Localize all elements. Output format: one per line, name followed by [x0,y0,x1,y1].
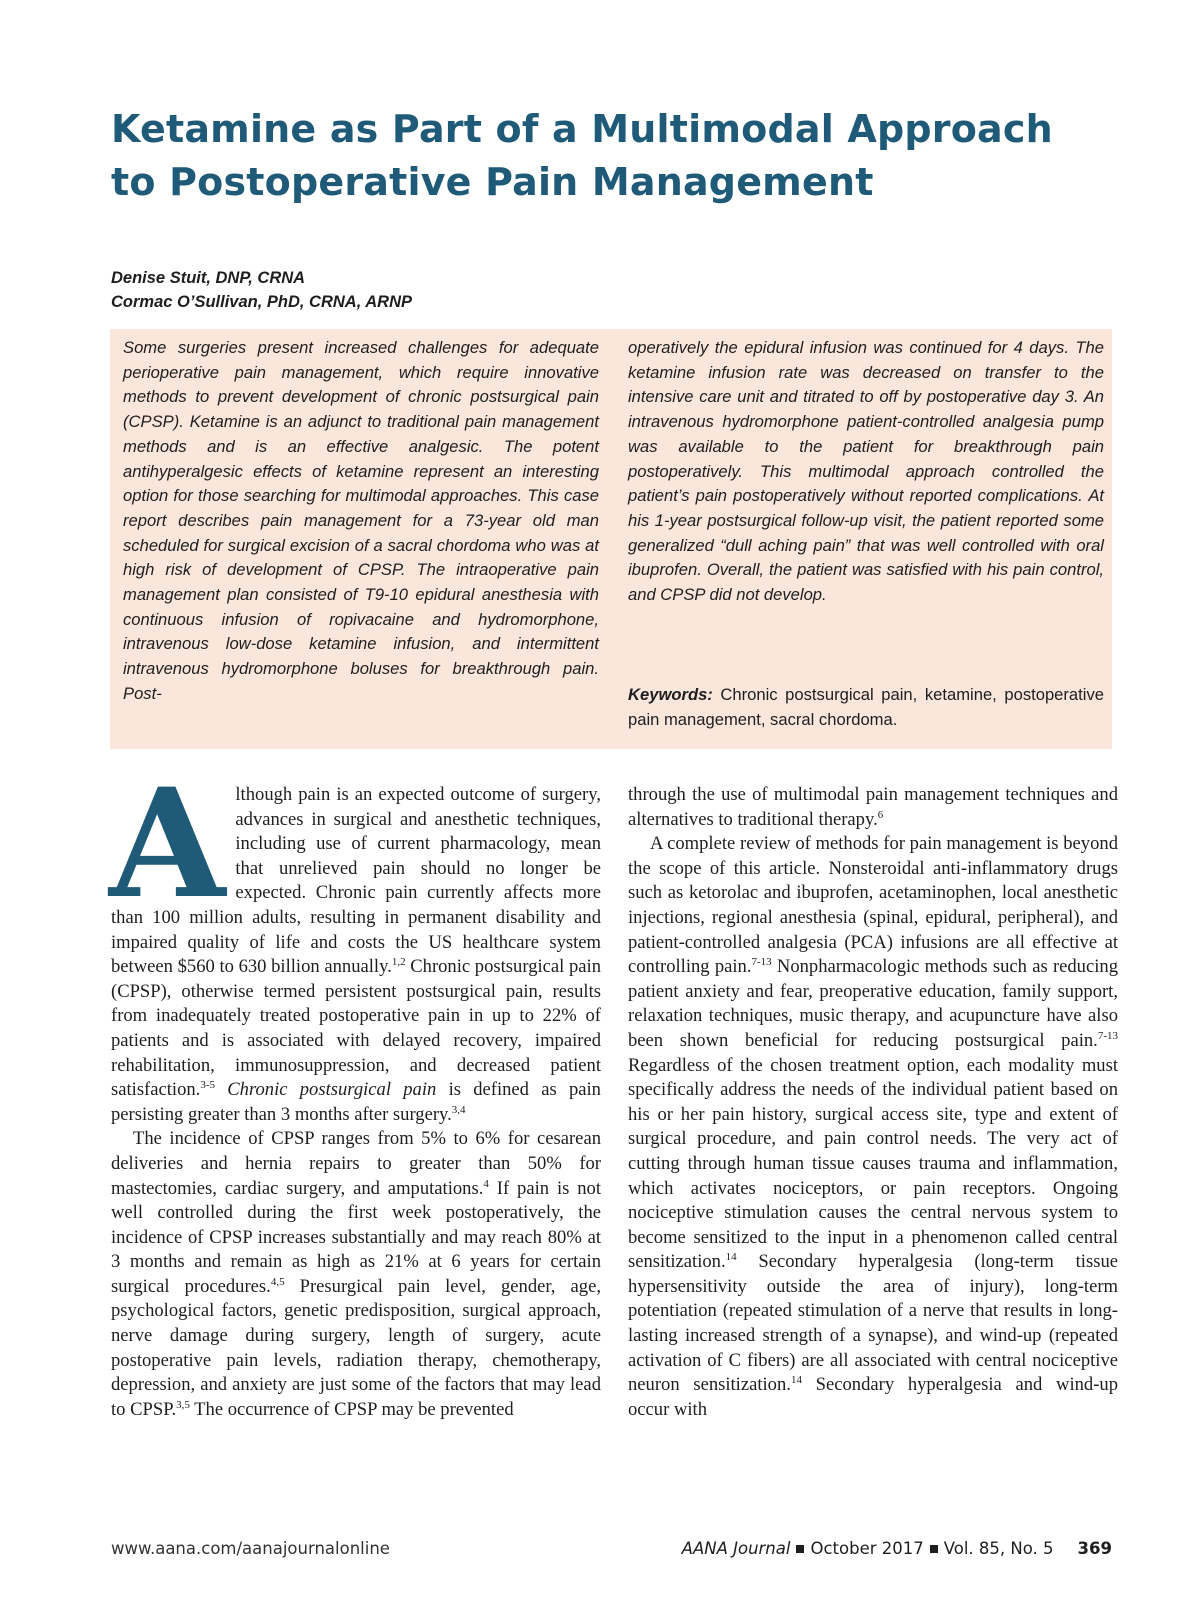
keywords-label: Keywords: [628,685,713,704]
p1-italic-term: Chronic postsurgical pain [227,1079,437,1101]
p1-text-b: Chronic postsurgical pain (CPSP), otherwise termed persistent postsurgical pain, results from inadequately treated postoperative pain in up to 22% of patients and is associated with delayed recovery, impaired rehabilitation, immunosuppression, and decreased patient satisfaction. [111,956,601,1101]
ref-sup: 7-13 [751,956,772,969]
body-paragraph-1 [109,756,601,1127]
r2-text-e: Secondary hyperalgesia and wind-up occur with [628,1374,1118,1420]
author-list [111,266,412,314]
p2-text-a: The incidence of CPSP ranges from 5% to 6% for cesarean deliveries and hernia repairs to greater than 50% for mastectomies, cardiac surgery, and amputations. [111,1128,601,1199]
body-left-column [109,756,601,1422]
separator-square-icon [930,1545,938,1553]
ref-sup: 14 [725,1251,737,1264]
title-line-2: to Postoperative Pain Management [111,160,874,204]
abstract-box [110,329,1112,749]
author-2: Cormac O’Sullivan, PhD, CRNA, ARNP [111,293,413,311]
ref-sup: 4 [483,1177,489,1190]
body-paragraph-4 [628,832,1118,1422]
r2-text-c: Regardless of the chosen treatment option, each modality must specifically address the needs of the individual patient based on his or her pain history, surgical access site, type and extent of surgical procedure, and pain control needs. The very act of cutting through human tissue causes trauma and inflammation, which activates nociceptors, or pain receptors. Ongoing nociceptive stimulation causes the central nervous system to become sensitized to the input in a phenomenon called central sensitization. [628,1054,1118,1273]
p1-text-a: lthough pain is an expected outcome of surgery, advances in surgical and anesthetic techniques, including use of current pharmacology, mean that unrelieved pain should no longer be expected. Chronic pain currently affects more than 100 million adults, resulting in permanent disability and impaired quality of life and costs the US healthcare system between $560 to 630 billion annually. [111,784,601,978]
ref-sup: 6 [877,808,884,821]
r2-text-d: Secondary hyperalgesia (long-term tissue hypersensitivity outside the area of injury), long-term potentiation (repeated stimulation of a nerve that results in long-lasting increased strength of a synapse), and wind-up (repeated activation of C fibers) are all associated with central nociceptive neuron sensitization. [628,1251,1118,1396]
separator-square-icon [796,1545,804,1553]
ref-sup: 3,5 [176,1398,190,1411]
ref-sup: 4,5 [270,1275,285,1288]
ref-sup: 1,2 [391,956,406,969]
p1-text-c: is defined as pain persisting greater than 3 months after surgery. [111,1079,601,1125]
footer-volume: Vol. 85, No. 5 [943,1539,1054,1558]
page-number: 369 [1077,1539,1112,1558]
ref-sup: 7-13 [1097,1029,1118,1042]
author-1: Denise Stuit, DNP, CRNA [111,269,306,287]
body-paragraph-2 [111,1127,601,1422]
r1-text-a: through the use of multimodal pain management techniques and alternatives to traditional therapy. [628,784,1118,830]
footer-url[interactable]: www.aana.com/aanajournalonline [111,1539,390,1558]
abstract-left-column: Some surgeries present increased challenges for adequate perioperative pain management, which require innovative methods to prevent development of chronic postsurgical pain (CPSP). Ketamine is an adjunct to traditional pain management methods and is an effective analgesic. The potent antihyperalgesic effects of ketamine represent an interesting option for those searching for multimodal approaches. This case report describes pain management for a 73-year old man scheduled for surgical excision of a sacral chordoma who was at high risk of development of CPSP. The intraoperative pain management plan consisted of T9-10 epidural anesthesia with continuous infusion of ropivacaine and hydromorphone, intravenous low-dose ketamine infusion, and intermittent intravenous hydromorphone boluses for breakthrough pain. Post- [123,338,599,703]
ref-sup: 3,4 [451,1103,466,1116]
r2-text-b: Nonpharmacologic methods such as reducing patient anxiety and fear, preoperative education, family support, relaxation techniques, music therapy, and acupuncture have also been shown beneficial for reducing postsurgical pain. [628,956,1118,1051]
keywords-text: Chronic postsurgical pain, ketamine, postoperative pain management, sacral chordoma. [628,685,1104,729]
article-title [111,103,1111,209]
keywords [628,683,1104,732]
footer-journal: AANA Journal [681,1539,791,1558]
title-line-1: Ketamine as Part of a Multimodal Approach [111,107,1053,151]
drop-cap: A [109,756,226,932]
r2-text-a: A complete review of methods for pain management is beyond the scope of this article. Nonsteroidal anti-inflammatory drugs such as ketorolac and ibuprofen, acetaminophen, local anesthetic injections, regional anesthesia (spinal, epidural, peripheral), and patient-controlled analgesia (PCA) infusions are all effective at controlling pain. [628,833,1118,978]
ref-sup: 3-5 [200,1079,215,1092]
abstract-right-column: operatively the epidural infusion was continued for 4 days. The ketamine infusion rate was decreased on transfer to the intensive care unit and titrated to off by postoperative day 3. An intravenous hydromorphone patient-controlled analgesia pump was available to the patient for breakthrough pain postoperatively. This multimodal approach controlled the patient’s pain postoperatively without reported complications. At his 1-year postsurgical follow-up visit, the patient reported some generalized “dull aching pain” that was well controlled with oral ibuprofen. Overall, the patient was satisfied with his pain control, and CPSP did not develop. [628,338,1104,605]
footer-date: October 2017 [810,1539,924,1558]
body-right-column [628,783,1118,1422]
p2-text-c: Presurgical pain level, gender, age, psychological factors, genetic predisposition, surgical approach, nerve damage during surgery, length of surgery, acute postoperative pain levels, radiation therapy, chemotherapy, depression, and anxiety are just some of the factors that may lead to CPSP. [111,1275,601,1420]
ref-sup: 14 [790,1374,802,1387]
p2-text-d: The occurrence of CPSP may be prevented [189,1398,514,1420]
footer-citation [682,1539,1112,1558]
body-paragraph-3 [628,783,1118,832]
p2-text-b: If pain is not well controlled during the first week postoperatively, the incidence of CPSP increases substantially and may reach 80% at 3 months and remain as high as 21% at 6 years for certain surgical procedures. [111,1177,601,1297]
